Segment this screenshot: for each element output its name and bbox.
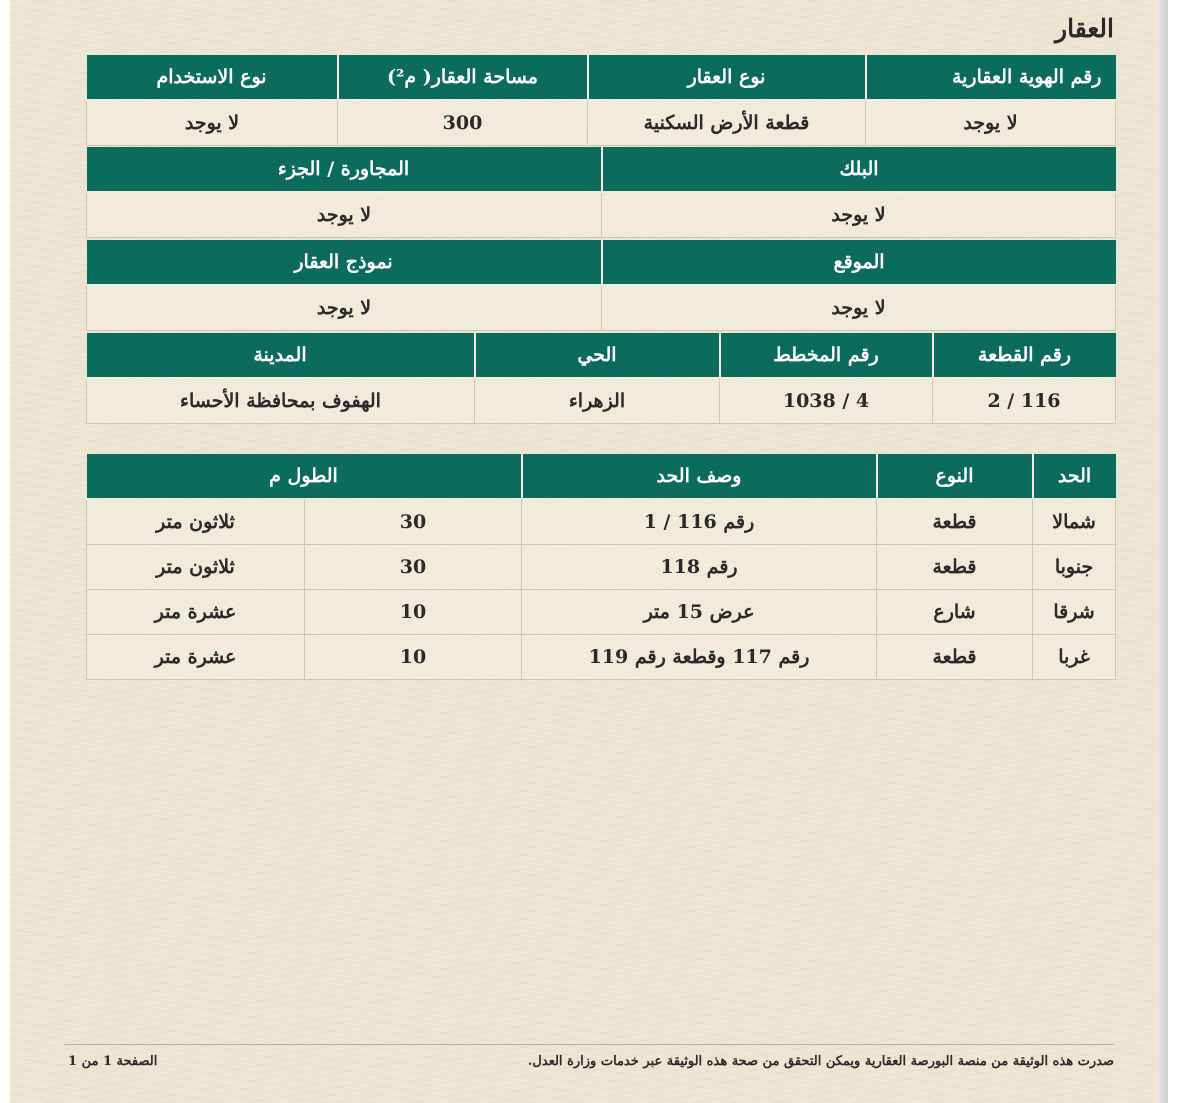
header-boundary-type: النوع	[877, 454, 1033, 499]
table-row	[87, 499, 1116, 545]
cell-type: قطعة	[877, 635, 1033, 680]
value-property-id: لا يوجد	[866, 100, 1116, 146]
property-table-block	[86, 147, 1116, 238]
cell-length-words: عشرة متر	[87, 635, 305, 680]
header-usage-type: نوع الاستخدام	[87, 55, 338, 100]
header-boundary-description: وصف الحد	[522, 454, 877, 499]
header-plan-number: رقم المخطط	[720, 333, 933, 378]
cell-description: رقم 116 / 1	[522, 499, 877, 545]
cell-boundary: غربا	[1033, 635, 1116, 680]
value-city: الهفوف بمحافظة الأحساء	[87, 378, 475, 424]
cell-type: شارع	[877, 590, 1033, 635]
table-header-row	[87, 454, 1116, 499]
value-district: الزهراء	[475, 378, 720, 424]
value-property-type: قطعة الأرض السكنية	[588, 100, 866, 146]
property-table-address	[86, 333, 1116, 424]
cell-length-words: عشرة متر	[87, 590, 305, 635]
header-block: البلك	[602, 147, 1116, 192]
cell-length-words: ثلاثون متر	[87, 499, 305, 545]
property-table-location	[86, 240, 1116, 331]
value-property-area: 300	[338, 100, 588, 146]
table-row	[87, 590, 1116, 635]
header-property-model: نموذج العقار	[87, 240, 602, 285]
cell-description: عرض 15 متر	[522, 590, 877, 635]
table-row	[87, 378, 1116, 424]
header-property-id: رقم الهوية العقارية	[866, 55, 1116, 100]
section-title: العقار	[1055, 14, 1114, 43]
page-number: الصفحة 1 من 1	[68, 1054, 158, 1069]
header-boundary: الحد	[1033, 454, 1116, 499]
footer-divider	[64, 1044, 1114, 1045]
value-property-model: لا يوجد	[87, 285, 602, 331]
cell-type: قطعة	[877, 545, 1033, 590]
header-plot-number: رقم القطعة	[933, 333, 1116, 378]
footer-issued-note: صدرت هذه الوثيقة من منصة البورصة العقارية ويمكن التحقق من صحة هذه الوثيقة عبر خدمات وزارة العدل.	[527, 1054, 1114, 1069]
cell-boundary: شرقا	[1033, 590, 1116, 635]
value-usage-type: لا يوجد	[87, 100, 338, 146]
cell-length: 30	[305, 545, 522, 590]
header-neighborhood-part: المجاورة / الجزء	[87, 147, 602, 192]
value-block: لا يوجد	[602, 192, 1116, 238]
table-row	[87, 192, 1116, 238]
table-header-row	[87, 147, 1116, 192]
property-table-main	[86, 55, 1116, 146]
boundaries-table	[86, 454, 1116, 680]
cell-length: 30	[305, 499, 522, 545]
cell-type: قطعة	[877, 499, 1033, 545]
cell-description: رقم 118	[522, 545, 877, 590]
value-plan-number: 4 / 1038	[720, 378, 933, 424]
header-city: المدينة	[87, 333, 475, 378]
cell-length: 10	[305, 635, 522, 680]
page-edge	[1156, 0, 1168, 1103]
value-location: لا يوجد	[602, 285, 1116, 331]
header-length: الطول م	[87, 454, 522, 499]
table-header-row	[87, 55, 1116, 100]
header-property-type: نوع العقار	[588, 55, 866, 100]
header-location: الموقع	[602, 240, 1116, 285]
table-row	[87, 100, 1116, 146]
table-row	[87, 285, 1116, 331]
table-row	[87, 545, 1116, 590]
table-header-row	[87, 333, 1116, 378]
cell-boundary: شمالا	[1033, 499, 1116, 545]
cell-description: رقم 117 وقطعة رقم 119	[522, 635, 877, 680]
table-header-row	[87, 240, 1116, 285]
cell-length: 10	[305, 590, 522, 635]
table-row	[87, 635, 1116, 680]
value-neighborhood-part: لا يوجد	[87, 192, 602, 238]
cell-boundary: جنوبا	[1033, 545, 1116, 590]
value-plot-number: 116 / 2	[933, 378, 1116, 424]
header-district: الحي	[475, 333, 720, 378]
header-property-area: مساحة العقار( م²)	[338, 55, 588, 100]
cell-length-words: ثلاثون متر	[87, 545, 305, 590]
